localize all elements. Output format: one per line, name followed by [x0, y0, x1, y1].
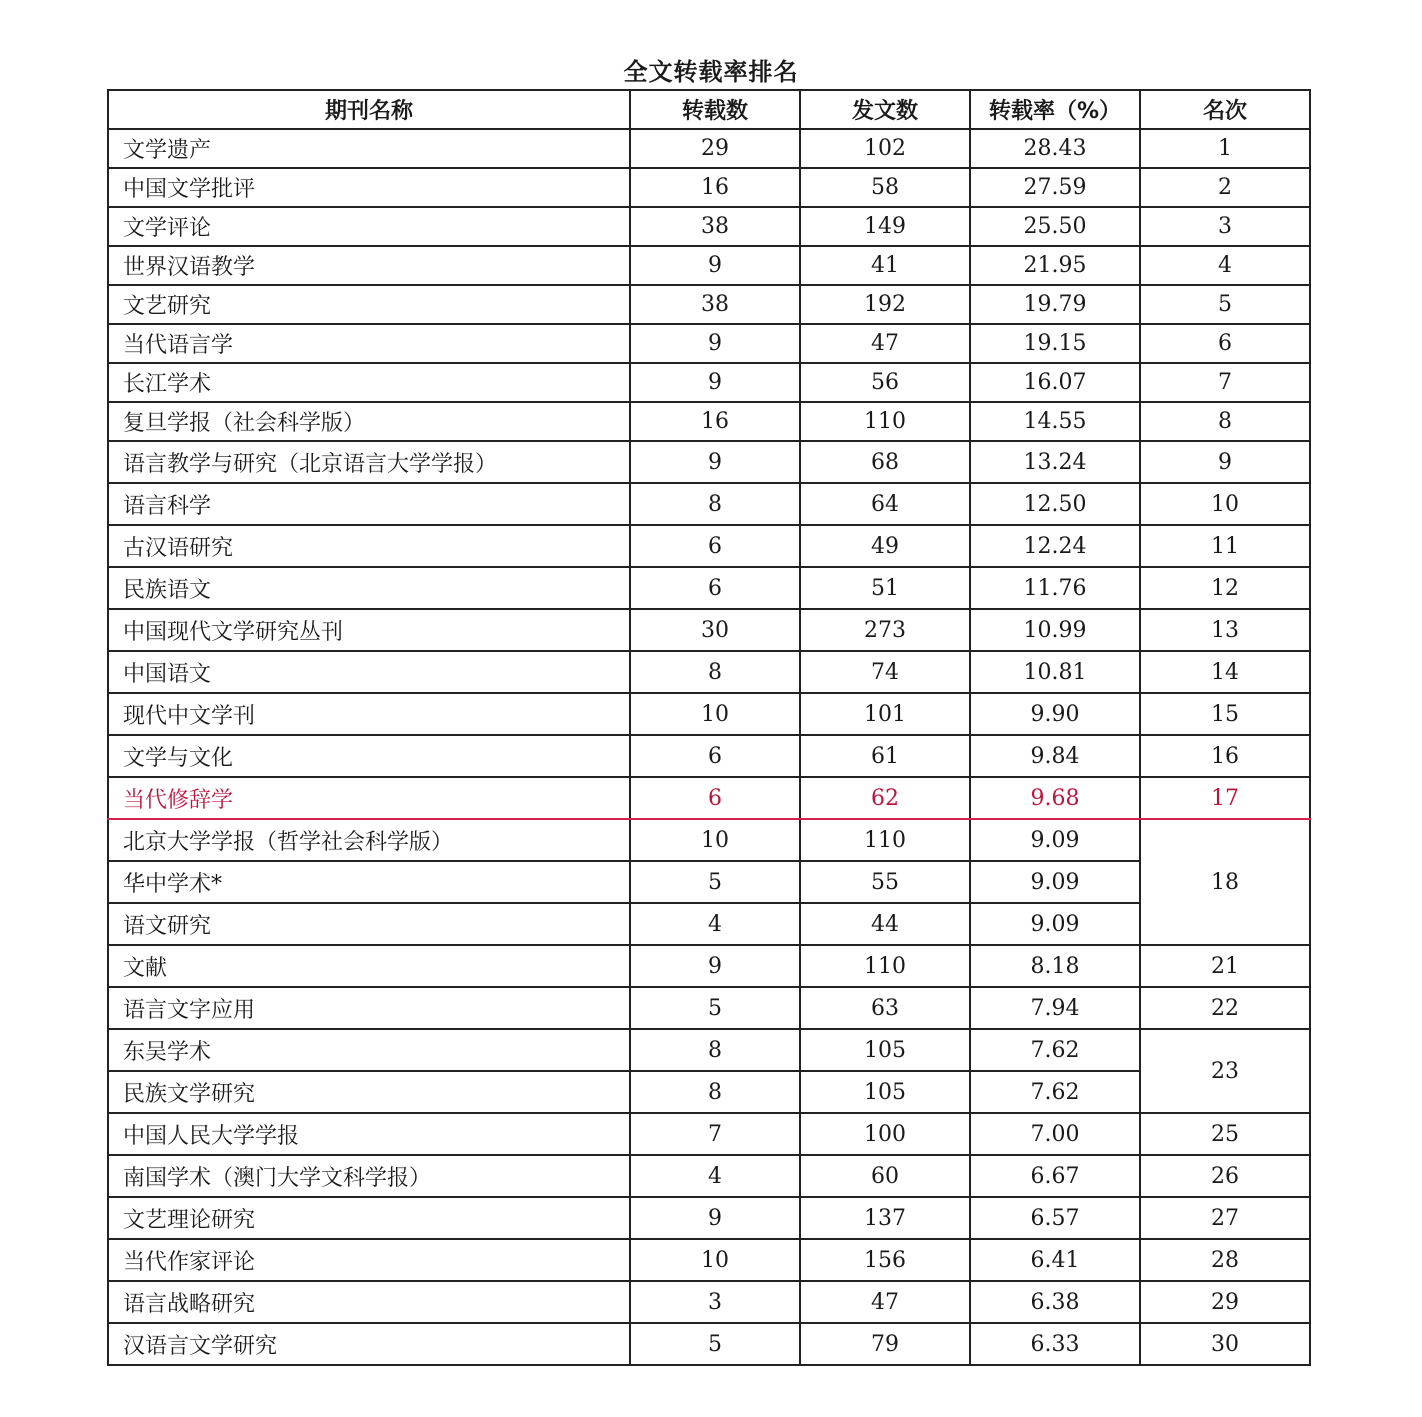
rank: 12 [1140, 567, 1310, 609]
header-row [108, 90, 1310, 129]
journal-name: 古汉语研究 [108, 525, 630, 567]
article-count: 68 [800, 441, 970, 483]
journal-name: 文艺理论研究 [108, 1197, 630, 1239]
reprint-rate: 19.15 [970, 324, 1140, 363]
table-row [108, 945, 1310, 987]
journal-name: 文献 [108, 945, 630, 987]
rank: 8 [1140, 402, 1310, 441]
reprint-rate: 14.55 [970, 402, 1140, 441]
table-row-highlighted [108, 777, 1310, 819]
reprint-rate: 6.33 [970, 1323, 1140, 1365]
journal-name: 语言战略研究 [108, 1281, 630, 1323]
table-row [108, 1197, 1310, 1239]
reprint-count: 30 [630, 609, 800, 651]
table-row [108, 819, 1310, 861]
reprint-rate: 7.00 [970, 1113, 1140, 1155]
article-count: 60 [800, 1155, 970, 1197]
table-row [108, 207, 1310, 246]
journal-name: 北京大学学报（哲学社会科学版） [108, 819, 630, 861]
reprint-rate: 9.09 [970, 861, 1140, 903]
reprint-rate: 25.50 [970, 207, 1140, 246]
table-row [108, 483, 1310, 525]
table-row [108, 1029, 1310, 1071]
rank: 13 [1140, 609, 1310, 651]
rank: 22 [1140, 987, 1310, 1029]
article-count: 110 [800, 819, 970, 861]
reprint-rate: 7.62 [970, 1071, 1140, 1113]
reprint-count: 5 [630, 861, 800, 903]
rank: 16 [1140, 735, 1310, 777]
reprint-count: 9 [630, 246, 800, 285]
table-row [108, 861, 1310, 903]
table-row [108, 651, 1310, 693]
reprint-count: 8 [630, 651, 800, 693]
reprint-count: 6 [630, 525, 800, 567]
reprint-rate: 27.59 [970, 168, 1140, 207]
reprint-rate: 19.79 [970, 285, 1140, 324]
reprint-rate: 6.67 [970, 1155, 1140, 1197]
table-row [108, 525, 1310, 567]
journal-name: 民族文学研究 [108, 1071, 630, 1113]
journal-name: 语言教学与研究（北京语言大学学报） [108, 441, 630, 483]
reprint-rate: 7.94 [970, 987, 1140, 1029]
table-row [108, 363, 1310, 402]
table-row [108, 609, 1310, 651]
header-rank: 名次 [1140, 90, 1310, 129]
journal-name: 华中学术* [108, 861, 630, 903]
rank: 4 [1140, 246, 1310, 285]
reprint-count: 4 [630, 903, 800, 945]
rank: 28 [1140, 1239, 1310, 1281]
rank-merged: 18 [1140, 819, 1310, 945]
rank: 21 [1140, 945, 1310, 987]
journal-name: 中国人民大学学报 [108, 1113, 630, 1155]
reprint-rate: 21.95 [970, 246, 1140, 285]
article-count: 110 [800, 402, 970, 441]
reprint-count: 38 [630, 285, 800, 324]
reprint-rate: 12.24 [970, 525, 1140, 567]
journal-name: 长江学术 [108, 363, 630, 402]
table-row [108, 324, 1310, 363]
rank: 3 [1140, 207, 1310, 246]
rank: 27 [1140, 1197, 1310, 1239]
rank: 14 [1140, 651, 1310, 693]
table-row [108, 567, 1310, 609]
reprint-count: 9 [630, 441, 800, 483]
reprint-count: 5 [630, 987, 800, 1029]
journal-name: 民族语文 [108, 567, 630, 609]
article-count: 47 [800, 1281, 970, 1323]
table-row [108, 1281, 1310, 1323]
reprint-count: 9 [630, 324, 800, 363]
article-count: 51 [800, 567, 970, 609]
reprint-count: 38 [630, 207, 800, 246]
journal-name: 复旦学报（社会科学版） [108, 402, 630, 441]
journal-name: 汉语言文学研究 [108, 1323, 630, 1365]
journal-name: 南国学术（澳门大学文科学报） [108, 1155, 630, 1197]
table-row [108, 1323, 1310, 1365]
article-count: 105 [800, 1071, 970, 1113]
table-row [108, 285, 1310, 324]
article-count: 63 [800, 987, 970, 1029]
journal-name: 文学遗产 [108, 129, 630, 168]
article-count: 101 [800, 693, 970, 735]
rank: 26 [1140, 1155, 1310, 1197]
reprint-count: 6 [630, 777, 800, 819]
article-count: 56 [800, 363, 970, 402]
journal-name: 语言文字应用 [108, 987, 630, 1029]
journal-name: 中国文学批评 [108, 168, 630, 207]
reprint-rate: 12.50 [970, 483, 1140, 525]
reprint-rate: 9.68 [970, 777, 1140, 819]
table-row [108, 693, 1310, 735]
table-row [108, 246, 1310, 285]
rank: 2 [1140, 168, 1310, 207]
rank: 30 [1140, 1323, 1310, 1365]
rank: 15 [1140, 693, 1310, 735]
reprint-count: 16 [630, 402, 800, 441]
rank: 29 [1140, 1281, 1310, 1323]
reprint-rate: 10.99 [970, 609, 1140, 651]
reprint-count: 10 [630, 1239, 800, 1281]
reprint-rate: 9.84 [970, 735, 1140, 777]
reprint-count: 10 [630, 819, 800, 861]
article-count: 156 [800, 1239, 970, 1281]
header-reprint-rate: 转载率（%） [970, 90, 1140, 129]
page-title: 全文转载率排名 [623, 58, 799, 86]
article-count: 149 [800, 207, 970, 246]
journal-name: 世界汉语教学 [108, 246, 630, 285]
reprint-rate: 6.57 [970, 1197, 1140, 1239]
reprint-count: 9 [630, 1197, 800, 1239]
rank: 5 [1140, 285, 1310, 324]
journal-name: 现代中文学刊 [108, 693, 630, 735]
reprint-rate: 9.09 [970, 819, 1140, 861]
table-row [108, 168, 1310, 207]
rank: 9 [1140, 441, 1310, 483]
reprint-count: 5 [630, 1323, 800, 1365]
reprint-count: 7 [630, 1113, 800, 1155]
article-count: 74 [800, 651, 970, 693]
reprint-rate: 8.18 [970, 945, 1140, 987]
article-count: 100 [800, 1113, 970, 1155]
article-count: 58 [800, 168, 970, 207]
rank: 17 [1140, 777, 1310, 819]
article-count: 49 [800, 525, 970, 567]
reprint-rate: 9.09 [970, 903, 1140, 945]
table-row [108, 441, 1310, 483]
article-count: 110 [800, 945, 970, 987]
article-count: 192 [800, 285, 970, 324]
reprint-count: 3 [630, 1281, 800, 1323]
article-count: 79 [800, 1323, 970, 1365]
article-count: 41 [800, 246, 970, 285]
reprint-rate: 11.76 [970, 567, 1140, 609]
reprint-count: 8 [630, 1071, 800, 1113]
table-row [108, 402, 1310, 441]
header-reprint-count: 转载数 [630, 90, 800, 129]
reprint-count: 16 [630, 168, 800, 207]
article-count: 105 [800, 1029, 970, 1071]
reprint-count: 8 [630, 1029, 800, 1071]
table-row [108, 987, 1310, 1029]
journal-name: 文学与文化 [108, 735, 630, 777]
rank: 7 [1140, 363, 1310, 402]
journal-name: 当代修辞学 [108, 777, 630, 819]
reprint-count: 10 [630, 693, 800, 735]
journal-name: 中国语文 [108, 651, 630, 693]
reprint-rate: 10.81 [970, 651, 1140, 693]
rank: 10 [1140, 483, 1310, 525]
table-row [108, 1113, 1310, 1155]
reprint-rate: 7.62 [970, 1029, 1140, 1071]
article-count: 47 [800, 324, 970, 363]
article-count: 273 [800, 609, 970, 651]
article-count: 55 [800, 861, 970, 903]
table-row [108, 735, 1310, 777]
rank: 1 [1140, 129, 1310, 168]
header-article-count: 发文数 [800, 90, 970, 129]
table-row [108, 1239, 1310, 1281]
reprint-count: 8 [630, 483, 800, 525]
reprint-count: 4 [630, 1155, 800, 1197]
header-journal-name: 期刊名称 [108, 90, 630, 129]
article-count: 137 [800, 1197, 970, 1239]
ranking-table [107, 89, 1311, 1366]
table-row [108, 1071, 1310, 1113]
reprint-rate: 16.07 [970, 363, 1140, 402]
reprint-rate: 13.24 [970, 441, 1140, 483]
reprint-rate: 6.38 [970, 1281, 1140, 1323]
article-count: 62 [800, 777, 970, 819]
journal-name: 文艺研究 [108, 285, 630, 324]
journal-name: 中国现代文学研究丛刊 [108, 609, 630, 651]
article-count: 44 [800, 903, 970, 945]
reprint-count: 6 [630, 735, 800, 777]
rank: 25 [1140, 1113, 1310, 1155]
reprint-count: 9 [630, 945, 800, 987]
table-row [108, 129, 1310, 168]
table-row [108, 1155, 1310, 1197]
reprint-rate: 9.90 [970, 693, 1140, 735]
journal-name: 语言科学 [108, 483, 630, 525]
table-row [108, 903, 1310, 945]
rank: 6 [1140, 324, 1310, 363]
reprint-count: 6 [630, 567, 800, 609]
reprint-count: 29 [630, 129, 800, 168]
article-count: 61 [800, 735, 970, 777]
rank: 11 [1140, 525, 1310, 567]
rank-merged: 23 [1140, 1029, 1310, 1113]
reprint-rate: 6.41 [970, 1239, 1140, 1281]
journal-name: 东吴学术 [108, 1029, 630, 1071]
reprint-rate: 28.43 [970, 129, 1140, 168]
journal-name: 语文研究 [108, 903, 630, 945]
journal-name: 当代语言学 [108, 324, 630, 363]
journal-name: 文学评论 [108, 207, 630, 246]
article-count: 102 [800, 129, 970, 168]
journal-name: 当代作家评论 [108, 1239, 630, 1281]
article-count: 64 [800, 483, 970, 525]
reprint-count: 9 [630, 363, 800, 402]
